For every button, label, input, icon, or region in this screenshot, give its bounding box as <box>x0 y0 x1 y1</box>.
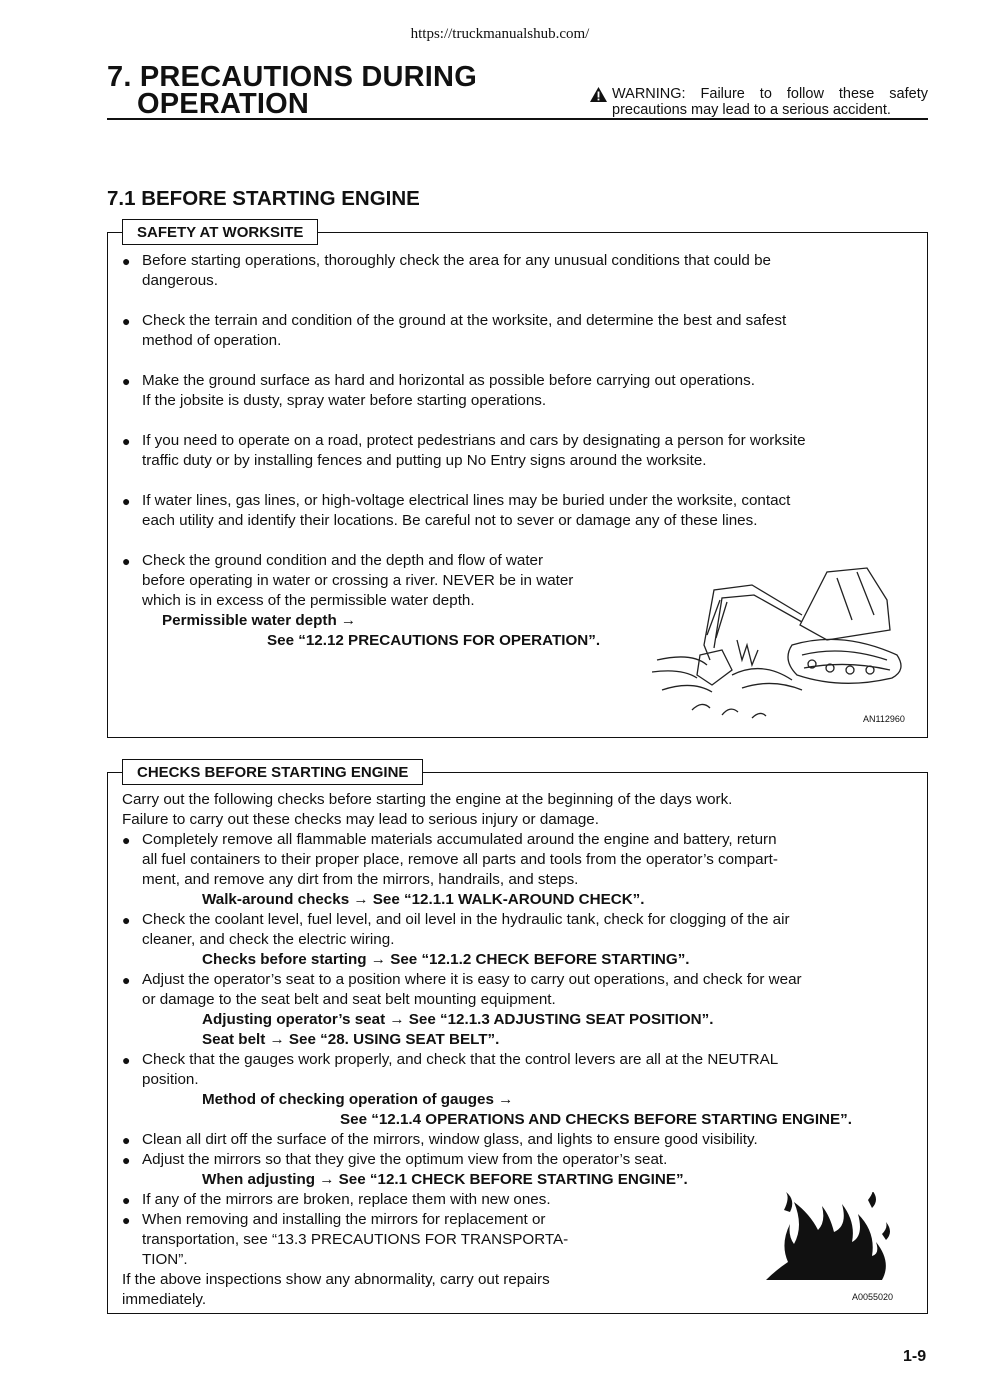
list-item <box>122 1150 914 1190</box>
section-title: 7.1 BEFORE STARTING ENGINE <box>107 187 420 210</box>
reference-link: Walk-around checks → See “12.1.1 WALK-AROUND CHECK”. <box>202 891 645 908</box>
flame-icon <box>764 1192 894 1282</box>
text-line: transportation, see “13.3 PRECAUTIONS FOR TRANSPORTA- <box>142 1231 569 1248</box>
reference-link: Method of checking operation of gauges → <box>202 1091 514 1108</box>
reference-link: Permissible water depth → <box>162 612 357 629</box>
text-line: position. <box>142 1071 199 1088</box>
text-line: Check that the gauges work properly, and check that the control levers are all at the NEUTRAL <box>142 1051 779 1068</box>
reference-link: Checks before starting → See “12.1.2 CHECK BEFORE STARTING”. <box>202 951 690 968</box>
text-line: Check the coolant level, fuel level, and oil level in the hydraulic tank, check for clogging of the air <box>142 911 790 928</box>
list-item <box>122 830 914 910</box>
bullet-icon: ● <box>122 433 131 449</box>
bullet-icon: ● <box>122 1192 131 1208</box>
checks-box-title: CHECKS BEFORE STARTING ENGINE <box>122 759 423 785</box>
list-item <box>122 1210 642 1270</box>
text-line: ment, and remove any dirt from the mirrors, handrails, and steps. <box>142 871 579 888</box>
bullet-icon: ● <box>122 1212 131 1228</box>
reference-link: See “12.1.4 OPERATIONS AND CHECKS BEFORE STARTING ENGINE”. <box>340 1111 852 1128</box>
reference-link: Seat belt → See “28. USING SEAT BELT”. <box>202 1031 500 1048</box>
text-line: When removing and installing the mirrors for replacement or <box>142 1211 546 1228</box>
reference-link: When adjusting → See “12.1 CHECK BEFORE STARTING ENGINE”. <box>202 1171 688 1188</box>
text-line: traffic duty or by installing fences and putting up No Entry signs around the worksite. <box>142 452 707 469</box>
text-line: before operating in water or crossing a river. NEVER be in water <box>142 572 574 589</box>
chapter-title-line2: OPERATION <box>137 88 310 120</box>
text-line: Check the ground condition and the depth and flow of water <box>142 552 544 569</box>
list-item <box>122 970 914 1050</box>
text-line: Adjust the operator’s seat to a position where it is easy to carry out operations, and check for wear <box>142 971 802 988</box>
reference-link: See “12.12 PRECAUTIONS FOR OPERATION”. <box>267 632 601 649</box>
text-line: Clean all dirt off the surface of the mirrors, window glass, and lights to ensure good visibility. <box>142 1131 758 1148</box>
text-line: If water lines, gas lines, or high-voltage electrical lines may be buried under the worksite, contact <box>142 492 791 509</box>
excavator-in-water-illustration <box>652 560 912 730</box>
list-item <box>122 551 642 651</box>
text-line: Failure to carry out these checks may lead to serious injury or damage. <box>122 811 599 828</box>
list-item <box>122 431 914 471</box>
text-line: If you need to operate on a road, protect pedestrians and cars by designating a person for worksite <box>142 432 806 449</box>
text-line: or damage to the seat belt and seat belt mounting equipment. <box>142 991 556 1008</box>
safety-box-title: SAFETY AT WORKSITE <box>122 219 318 245</box>
text-line: Make the ground surface as hard and horizontal as possible before carrying out operations. <box>142 372 755 389</box>
text-line: Before starting operations, thoroughly check the area for any unusual conditions that could be <box>142 252 771 269</box>
text-line: Check the terrain and condition of the ground at the worksite, and determine the best and safest <box>142 312 787 329</box>
text-line: which is in excess of the permissible water depth. <box>142 592 475 609</box>
bullet-icon: ● <box>122 253 131 269</box>
list-item <box>122 491 914 531</box>
list-item <box>122 1050 914 1130</box>
bullet-icon: ● <box>122 553 131 569</box>
text-line: Adjust the mirrors so that they give the optimum view from the operator’s seat. <box>142 1151 668 1168</box>
warning-line1: WARNING: Failure to follow these safety <box>612 86 928 102</box>
list-item <box>122 371 914 411</box>
bullet-icon: ● <box>122 912 131 928</box>
text-line: If any of the mirrors are broken, replace them with new ones. <box>142 1191 551 1208</box>
chapter-title <box>107 61 477 120</box>
bullet-icon: ● <box>122 1052 131 1068</box>
figure-caption: AN112960 <box>863 714 905 724</box>
reference-link: Adjusting operator’s seat → See “12.1.3 ADJUSTING SEAT POSITION”. <box>202 1011 714 1028</box>
list-item <box>122 251 914 291</box>
bullet-icon: ● <box>122 313 131 329</box>
text-line: immediately. <box>122 1291 207 1308</box>
bullet-icon: ● <box>122 493 131 509</box>
text-line: dangerous. <box>142 272 218 289</box>
bullet-icon: ● <box>122 832 131 848</box>
text-line: cleaner, and check the electric wiring. <box>142 931 395 948</box>
checks-outro <box>122 1270 662 1310</box>
list-item <box>122 1190 642 1210</box>
list-item <box>122 311 914 351</box>
text-line: method of operation. <box>142 332 282 349</box>
text-line: TION”. <box>142 1251 188 1268</box>
bullet-icon: ● <box>122 1152 131 1168</box>
warning-line2: precautions may lead to a serious accident. <box>612 102 891 118</box>
bullet-icon: ● <box>122 373 131 389</box>
text-line: If the jobsite is dusty, spray water before starting operations. <box>142 392 547 409</box>
chapter-title-line1: 7. PRECAUTIONS DURING <box>107 61 477 93</box>
bullet-icon: ● <box>122 972 131 988</box>
text-line: Carry out the following checks before starting the engine at the beginning of the days work. <box>122 791 733 808</box>
header-url: https://truckmanualshub.com/ <box>410 26 590 42</box>
text-line: each utility and identify their locations. Be careful not to sever or damage any of these lines. <box>142 512 758 529</box>
warning-note <box>590 86 928 118</box>
bullet-icon: ● <box>122 1132 131 1148</box>
page-number: 1-9 <box>903 1348 927 1365</box>
text-line: Completely remove all flammable materials accumulated around the engine and battery, return <box>142 831 777 848</box>
text-line: If the above inspections show any abnormality, carry out repairs <box>122 1271 550 1288</box>
header-rule <box>107 118 928 120</box>
list-item <box>122 910 914 970</box>
text-line: all fuel containers to their proper place, remove all parts and tools from the operator’s compart- <box>142 851 778 868</box>
list-item <box>122 1130 914 1150</box>
checks-intro <box>122 790 914 830</box>
figure-caption: A0055020 <box>852 1292 894 1302</box>
warning-triangle-icon <box>590 87 607 102</box>
